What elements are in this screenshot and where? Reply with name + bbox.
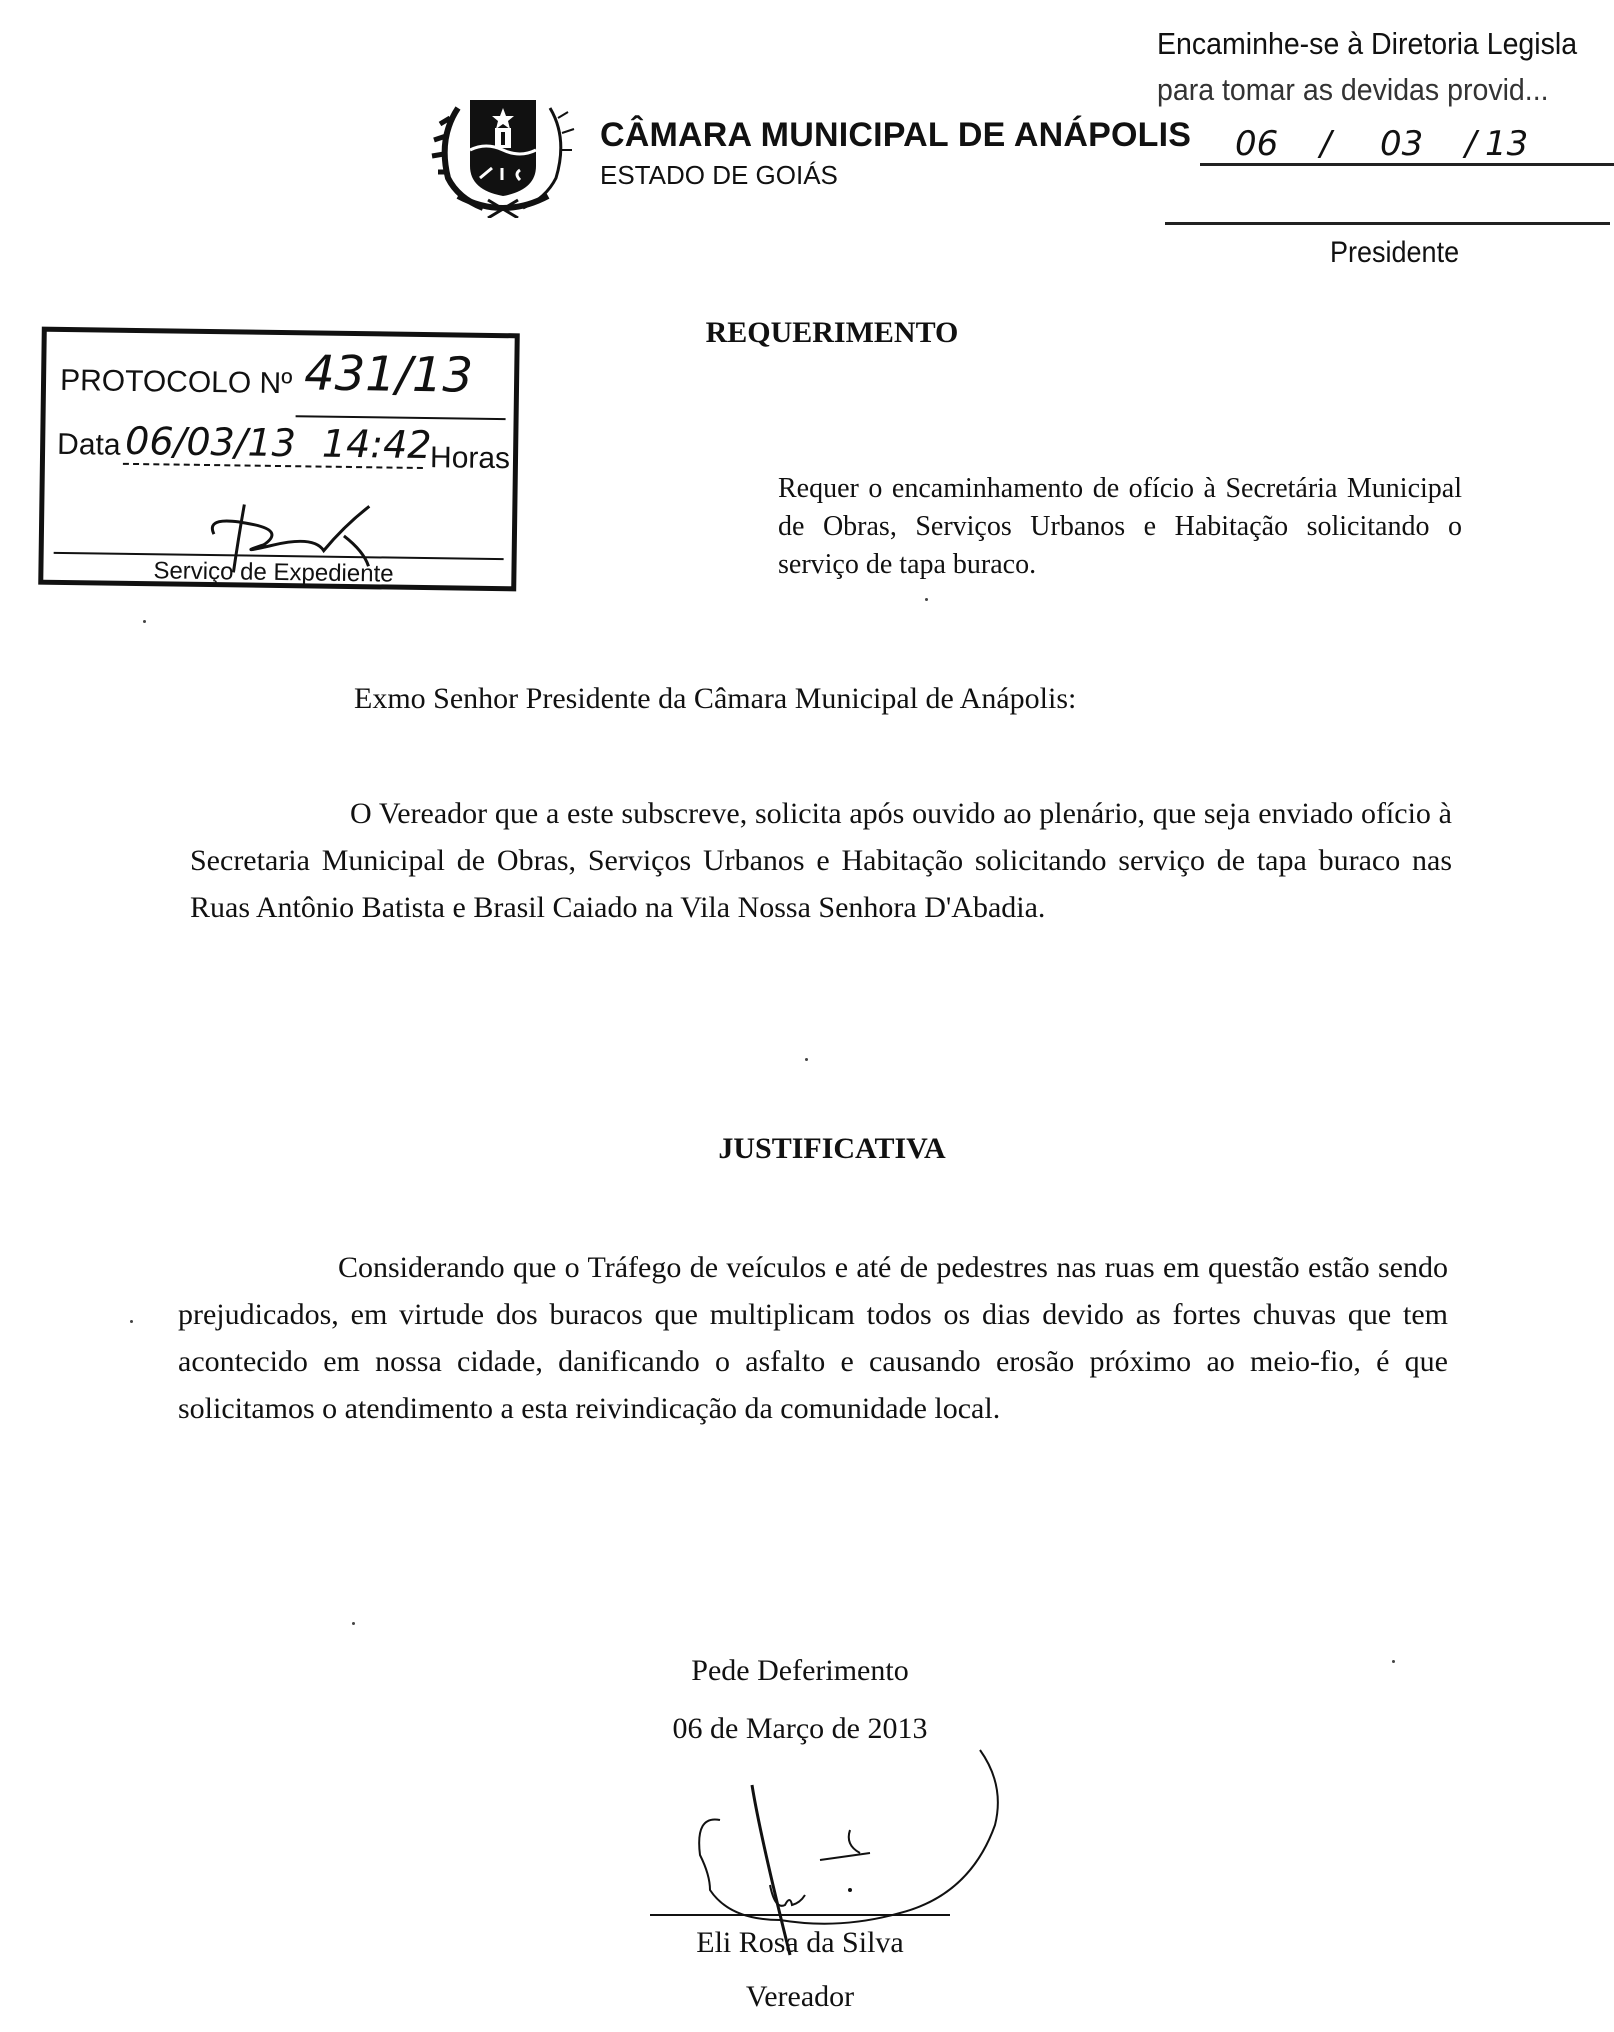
- dispatch-date-year: 13: [1485, 124, 1529, 164]
- scan-speck: [130, 1320, 133, 1323]
- protocol-stamp: [38, 327, 520, 592]
- presidente-label: Presidente: [1330, 236, 1460, 269]
- scan-speck: [352, 1622, 355, 1625]
- protocol-label: PROTOCOLO Nº: [59, 363, 293, 401]
- institution-state: ESTADO DE GOIÁS: [600, 160, 838, 190]
- protocol-number-underline: [296, 415, 506, 420]
- closing-request: Pede Deferimento: [691, 1654, 909, 1687]
- dispatch-date-day: 06: [1235, 124, 1279, 164]
- dispatch-date-month: 03: [1380, 124, 1424, 164]
- protocol-number: 431/13: [303, 345, 474, 404]
- dispatch-date: [1200, 124, 1614, 170]
- signer-role: Vereador: [745, 1980, 855, 2013]
- dispatch-date-sep2: /: [1465, 124, 1477, 164]
- scan-speck: [1392, 1660, 1395, 1663]
- dispatch-stamp-line1: Encaminhe-se à Diretoria Legisla: [1157, 26, 1578, 61]
- document-summary: Requer o encaminhamento de ofício à Secretária Municipal de Obras, Serviços Urbanos e Habitação solicitando o serviço de tapa buraco.: [778, 473, 1462, 580]
- scan-speck: [143, 620, 146, 623]
- protocol-date-value: 06/03/13: [124, 418, 297, 466]
- signer-name: Eli Rosa da Silva: [696, 1926, 904, 1959]
- document-title: REQUERIMENTO: [705, 316, 959, 349]
- dispatch-stamp-line2: para tomar as devidas provid...: [1157, 72, 1549, 107]
- scan-speck: [925, 598, 928, 601]
- dispatch-date-sep1: /: [1320, 124, 1332, 164]
- protocol-time-value: 14:42: [321, 421, 432, 468]
- salutation: Exmo Senhor Presidente da Câmara Municipal de Anápolis:: [354, 682, 1077, 715]
- closing-block: [600, 1642, 1000, 1758]
- closing-date: 06 de Março de 2013: [672, 1712, 928, 1745]
- protocol-department: Serviço de Expediente: [153, 557, 394, 588]
- justification-title: JUSTIFICATIVA: [718, 1132, 946, 1165]
- scan-speck: [805, 1058, 808, 1061]
- body-paragraph: O Vereador que a este subscreve, solicita após ouvido ao plenário, que seja enviado ofício à Secretaria Municipal de Obras, Serviços Urbanos e Habitação solicitando serviço de tapa buraco nas Ruas Antônio Batista e Brasil Caiado na Vila Nossa Senhora D'Abadia.: [190, 797, 1452, 924]
- protocol-hours-label: Horas: [429, 441, 511, 476]
- presidente-signature-line: [1165, 222, 1610, 225]
- municipal-crest-logo: [428, 78, 578, 218]
- institution-name: CÂMARA MUNICIPAL DE ANÁPOLIS: [600, 116, 1192, 154]
- protocol-date-time: [125, 419, 432, 467]
- protocol-date-label: Data: [56, 427, 121, 462]
- justification-paragraph: Considerando que o Tráfego de veículos e até de pedestres nas ruas em questão estão sendo prejudicados, em virtude dos buracos que multiplicam todos os dias devido as fortes chuvas que tem acontecido em nossa cidade, danificando o asfalto e causando erosão próximo ao meio-fio, é que solicitamos o atendimento a esta reivindicação da comunidade local.: [178, 1251, 1448, 1425]
